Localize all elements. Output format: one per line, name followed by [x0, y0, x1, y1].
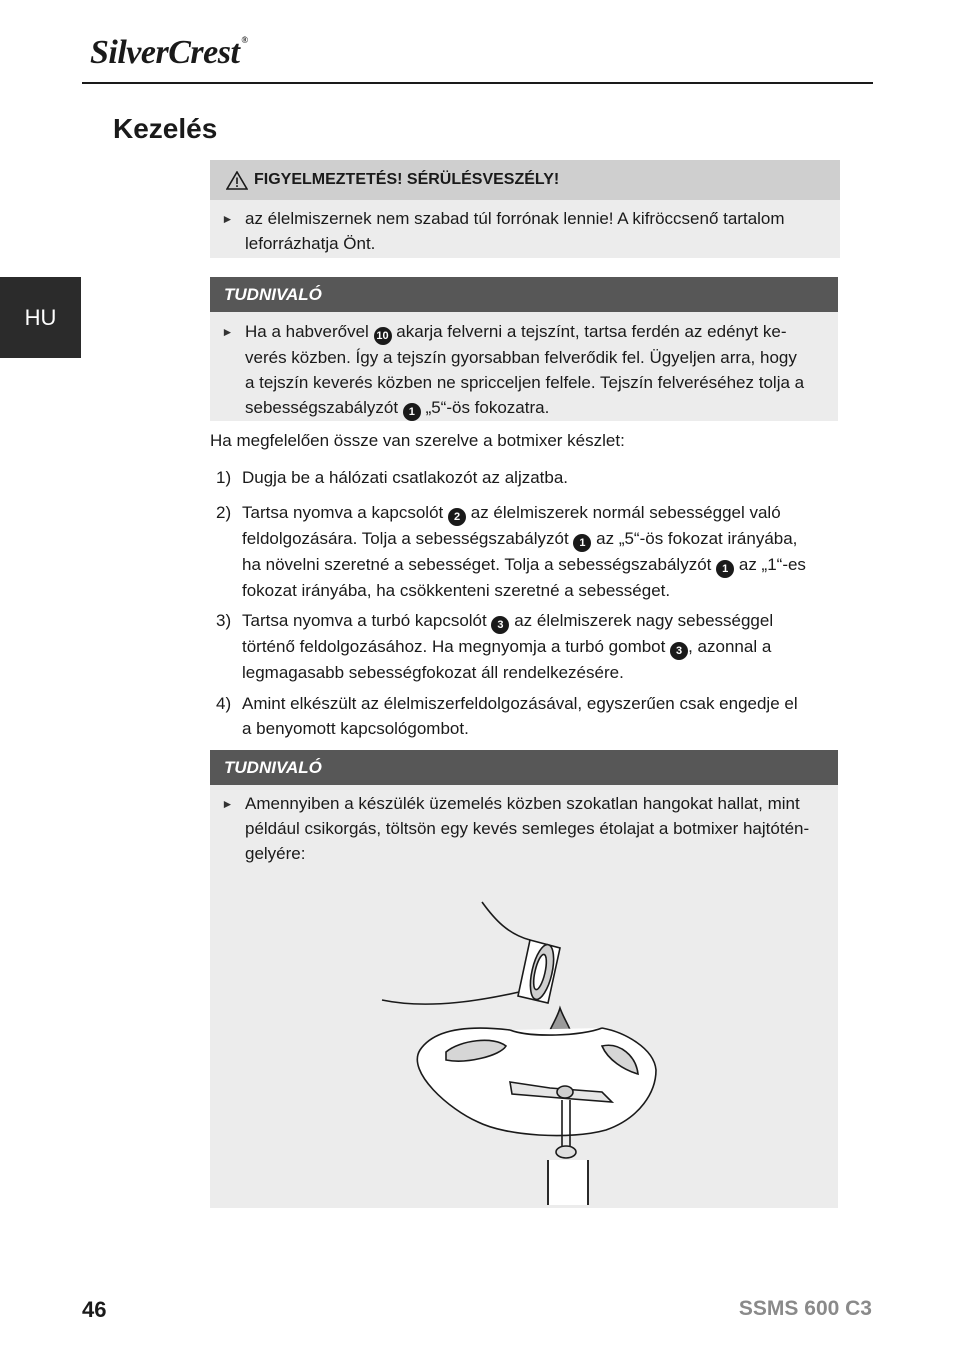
part-ref-badge: 10	[374, 327, 392, 345]
page-title: Kezelés	[113, 113, 218, 144]
part-ref-badge: 2	[448, 508, 466, 526]
play-arrow-icon: ►	[221, 797, 234, 811]
play-arrow-icon: ►	[221, 325, 234, 339]
model-name: SSMS 600 C3	[738, 1297, 872, 1320]
warning-box	[210, 160, 840, 258]
note-box	[210, 277, 838, 421]
step-4: 4) Amint elkészült az élelmiszerfeldolgozásával, egyszerűen csak engedje el a benyomott kapcsológombot.	[216, 694, 798, 738]
note-item: ► Amennyiben a készülék üzemelés közben szokatlan hangokat hallat, mint például csikorgás, töltsön egy kevés semleges étolajat a botmixer hajtótén- gelyére:	[210, 785, 838, 866]
step-1: 1) Dugja be a hálózati csatlakozót az aljzatba.	[216, 468, 569, 487]
step-3: 3) Tartsa nyomva a turbó kapcsolót 3 az élelmiszerek nagy sebességgel történő feldolgozásához. Ha megnyomja a turbó gombot 3 , azonnal a legmagasabb sebességfokozat áll rendelkezésére.	[216, 611, 774, 682]
note-heading: TUDNIVALÓ	[210, 750, 838, 785]
brand-logo: SilverCrest ®	[90, 34, 248, 71]
note-box	[210, 750, 838, 1208]
page-number: 46	[82, 1297, 107, 1322]
part-ref-badge: 1	[716, 560, 734, 578]
note-heading: TUDNIVALÓ	[210, 277, 838, 312]
play-arrow-icon: ►	[221, 212, 234, 226]
warning-item: ► az élelmiszernek nem szabad túl forrónak lennie! A kifröccsenő tartalom leforrázhatja Önt.	[210, 200, 840, 256]
part-ref-badge: 1	[573, 534, 591, 552]
step-2: 2) Tartsa nyomva a kapcsolót 2 az élelmiszerek normál sebességgel való feldolgozására. Tolja a sebességszabályzót 1 az „5“-ös fokozat irányába, ha növelni szeretné a sebességet. Tolja a sebességszabályzót 1 az „1“-es fokozat irányába, ha csökkenteni szeretné a sebességet.	[216, 503, 806, 600]
warning-heading: FIGYELMEZTETÉS! SÉRÜLÉSVESZÉLY!	[210, 160, 840, 200]
warning-triangle-icon	[226, 171, 248, 190]
part-ref-badge: 3	[670, 642, 688, 660]
language-tab: HU	[0, 277, 81, 358]
header-rule	[82, 82, 873, 84]
part-ref-badge: 1	[403, 403, 421, 421]
oil-drip-illustration	[210, 860, 838, 1205]
intro-text: Ha megfelelően össze van szerelve a botmixer készlet:	[210, 431, 625, 450]
note-item: ► Ha a habverővel 10 akarja felverni a tejszínt, tartsa ferdén az edényt ke- verés közben. Így a tejszín gyorsabban felverődik fel. Ügyeljen arra, hogy a tejszín keverés közben ne spricceljen felfele. Tejszín felveréséhez tolja a sebességszabályzót 1 „5“-ös fokozatra.	[210, 312, 838, 421]
part-ref-badge: 3	[491, 616, 509, 634]
